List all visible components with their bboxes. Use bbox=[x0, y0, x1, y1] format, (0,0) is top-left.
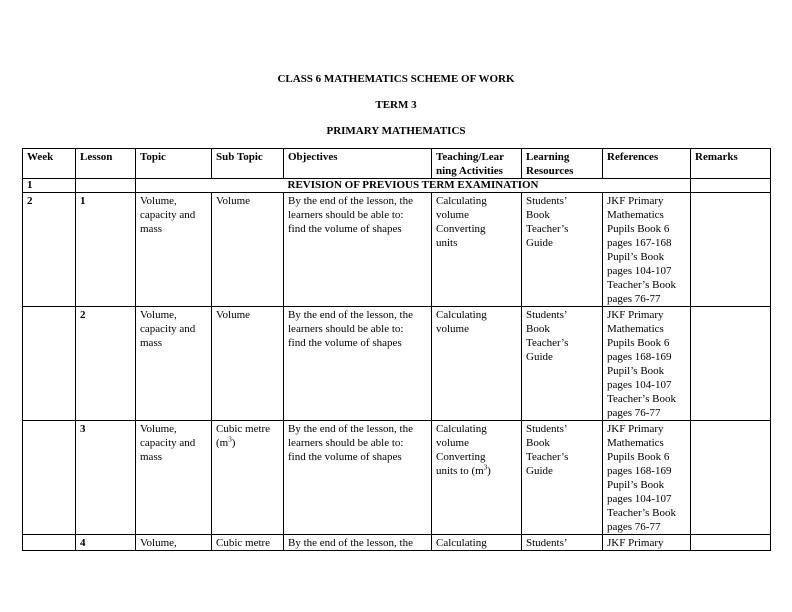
header-activities-line2: ning Activities bbox=[436, 165, 503, 177]
references-line: Pupil’s Book bbox=[607, 251, 665, 263]
table-header-row bbox=[23, 149, 771, 179]
resources-line: Students’ bbox=[526, 195, 568, 207]
topic-cell: Volume, bbox=[136, 535, 212, 551]
activities-cell bbox=[432, 193, 522, 307]
header-resources bbox=[522, 149, 603, 179]
activities-cell: Calculating bbox=[432, 535, 522, 551]
revision-empty-lesson-cell bbox=[76, 179, 136, 193]
revision-row bbox=[23, 179, 771, 193]
header-week: Week bbox=[23, 149, 76, 179]
activities-unit-close: ) bbox=[487, 465, 491, 477]
references-line: Pupils Book 6 bbox=[607, 451, 670, 463]
subtopic-unit: (m bbox=[216, 437, 229, 449]
topic-line: capacity and bbox=[140, 323, 196, 335]
resources-cell bbox=[522, 193, 603, 307]
objectives-line: find the volume of shapes bbox=[288, 451, 402, 463]
header-references: References bbox=[603, 149, 691, 179]
activities-line: volume bbox=[436, 209, 469, 221]
subtopic-cell: Volume bbox=[212, 307, 284, 421]
references-line: pages 167-168 bbox=[607, 237, 672, 249]
references-line: Teacher’s Book bbox=[607, 393, 676, 405]
objectives-line: By the end of the lesson, the bbox=[288, 195, 413, 207]
activities-cell bbox=[432, 307, 522, 421]
activities-line: Calculating bbox=[436, 423, 487, 435]
subtopic-unit-close: ) bbox=[231, 437, 236, 449]
header-remarks: Remarks bbox=[691, 149, 771, 179]
objectives-line: learners should be able to: bbox=[288, 437, 404, 449]
topic-line: mass bbox=[140, 223, 162, 235]
objectives-line: By the end of the lesson, the bbox=[288, 309, 413, 321]
table-row bbox=[23, 193, 771, 307]
topic-line: capacity and bbox=[140, 209, 196, 221]
subtopic-exponent: 3 bbox=[228, 435, 232, 444]
header-resources-line1: Learning bbox=[526, 151, 570, 163]
document-title: CLASS 6 MATHEMATICS SCHEME OF WORK bbox=[277, 73, 515, 85]
references-line: Teacher’s Book bbox=[607, 279, 676, 291]
activities-cell bbox=[432, 421, 522, 535]
references-line: pages 76-77 bbox=[607, 521, 661, 533]
topic-line: mass bbox=[140, 451, 162, 463]
references-line: Pupils Book 6 bbox=[607, 223, 670, 235]
header-topic: Topic bbox=[136, 149, 212, 179]
references-line: pages 104-107 bbox=[607, 265, 672, 277]
references-cell bbox=[603, 421, 691, 535]
topic-line: Volume, bbox=[140, 423, 177, 435]
activities-line: Converting bbox=[436, 223, 486, 235]
topic-cell bbox=[136, 307, 212, 421]
resources-line: Students’ bbox=[526, 423, 568, 435]
remarks-cell bbox=[691, 421, 771, 535]
references-cell bbox=[603, 307, 691, 421]
references-line: Pupil’s Book bbox=[607, 479, 665, 491]
references-cell bbox=[603, 193, 691, 307]
topic-cell bbox=[136, 193, 212, 307]
activities-line bbox=[436, 464, 517, 478]
topic-line: capacity and bbox=[140, 437, 196, 449]
header-subtopic: Sub Topic bbox=[212, 149, 284, 179]
revision-empty-remarks-cell bbox=[691, 179, 771, 193]
objectives-line: find the volume of shapes bbox=[288, 223, 402, 235]
term-heading: TERM 3 bbox=[375, 99, 417, 111]
objectives-line: find the volume of shapes bbox=[288, 337, 402, 349]
lesson-cell: 4 bbox=[76, 535, 136, 551]
resources-line: Students’ bbox=[526, 309, 568, 321]
table-row bbox=[23, 535, 771, 551]
remarks-cell bbox=[691, 307, 771, 421]
header-resources-line2: Resources bbox=[526, 165, 574, 177]
objectives-cell: By the end of the lesson, the bbox=[284, 535, 432, 551]
objectives-cell bbox=[284, 193, 432, 307]
objectives-cell bbox=[284, 307, 432, 421]
activities-line: units bbox=[436, 237, 458, 249]
resources-line: Teacher’s bbox=[526, 337, 569, 349]
references-line: Mathematics bbox=[607, 437, 664, 449]
subtopic-cell: Cubic metre bbox=[212, 535, 284, 551]
week-cell bbox=[23, 421, 76, 535]
revision-week-cell: 1 bbox=[23, 179, 76, 193]
topic-cell bbox=[136, 421, 212, 535]
scheme-table-wrapper bbox=[22, 148, 771, 549]
header-objectives: Objectives bbox=[284, 149, 432, 179]
references-line: pages 76-77 bbox=[607, 293, 661, 305]
revision-title-cell: REVISION OF PREVIOUS TERM EXAMINATION bbox=[136, 179, 691, 193]
resources-line: Book bbox=[526, 437, 550, 449]
activities-line: volume bbox=[436, 437, 469, 449]
references-line: pages 104-107 bbox=[607, 379, 672, 391]
week-cell bbox=[23, 535, 76, 551]
resources-line: Teacher’s bbox=[526, 223, 569, 235]
header-activities bbox=[432, 149, 522, 179]
subtopic-line bbox=[216, 436, 279, 450]
references-line: JKF Primary bbox=[607, 423, 664, 435]
objectives-line: By the end of the lesson, the bbox=[288, 423, 413, 435]
activities-unit: units to (m bbox=[436, 465, 484, 477]
references-cell: JKF Primary bbox=[603, 535, 691, 551]
references-line: pages 76-77 bbox=[607, 407, 661, 419]
lesson-cell: 2 bbox=[76, 307, 136, 421]
subtopic-line: Cubic metre bbox=[216, 423, 271, 435]
topic-line: mass bbox=[140, 337, 162, 349]
objectives-line: learners should be able to: bbox=[288, 323, 404, 335]
activities-line: Calculating bbox=[436, 309, 487, 321]
objectives-cell bbox=[284, 421, 432, 535]
subtopic-cell: Volume bbox=[212, 193, 284, 307]
lesson-cell: 1 bbox=[76, 193, 136, 307]
resources-line: Teacher’s bbox=[526, 451, 569, 463]
remarks-cell bbox=[691, 535, 771, 551]
resources-cell: Students’ bbox=[522, 535, 603, 551]
references-line: Pupils Book 6 bbox=[607, 337, 670, 349]
lesson-cell: 3 bbox=[76, 421, 136, 535]
scheme-of-work-table bbox=[22, 148, 771, 551]
remarks-cell bbox=[691, 193, 771, 307]
references-line: Mathematics bbox=[607, 209, 664, 221]
activities-exponent: 3 bbox=[483, 463, 488, 472]
table-row bbox=[23, 307, 771, 421]
references-line: pages 104-107 bbox=[607, 493, 672, 505]
activities-line: Converting bbox=[436, 451, 486, 463]
references-line: JKF Primary bbox=[607, 195, 664, 207]
resources-cell bbox=[522, 421, 603, 535]
activities-line: volume bbox=[436, 323, 469, 335]
resources-line: Guide bbox=[526, 465, 553, 477]
topic-line: Volume, bbox=[140, 195, 177, 207]
topic-line: Volume, bbox=[140, 309, 177, 321]
header-activities-line1: Teaching/Lear bbox=[436, 151, 504, 163]
resources-line: Book bbox=[526, 323, 550, 335]
references-line: Pupil’s Book bbox=[607, 365, 665, 377]
subtopic-cell bbox=[212, 421, 284, 535]
subject-heading: PRIMARY MATHEMATICS bbox=[326, 125, 466, 137]
references-line: pages 168-169 bbox=[607, 351, 672, 363]
activities-line: Calculating bbox=[436, 195, 487, 207]
resources-line: Book bbox=[526, 209, 550, 221]
references-line: pages 168-169 bbox=[607, 465, 672, 477]
header-lesson: Lesson bbox=[76, 149, 136, 179]
table-row bbox=[23, 421, 771, 535]
week-cell bbox=[23, 307, 76, 421]
references-line: Teacher’s Book bbox=[607, 507, 676, 519]
week-cell: 2 bbox=[23, 193, 76, 307]
objectives-line: learners should be able to: bbox=[288, 209, 404, 221]
references-line: JKF Primary bbox=[607, 309, 664, 321]
resources-line: Guide bbox=[526, 351, 553, 363]
resources-line: Guide bbox=[526, 237, 553, 249]
resources-cell bbox=[522, 307, 603, 421]
references-line: Mathematics bbox=[607, 323, 664, 335]
